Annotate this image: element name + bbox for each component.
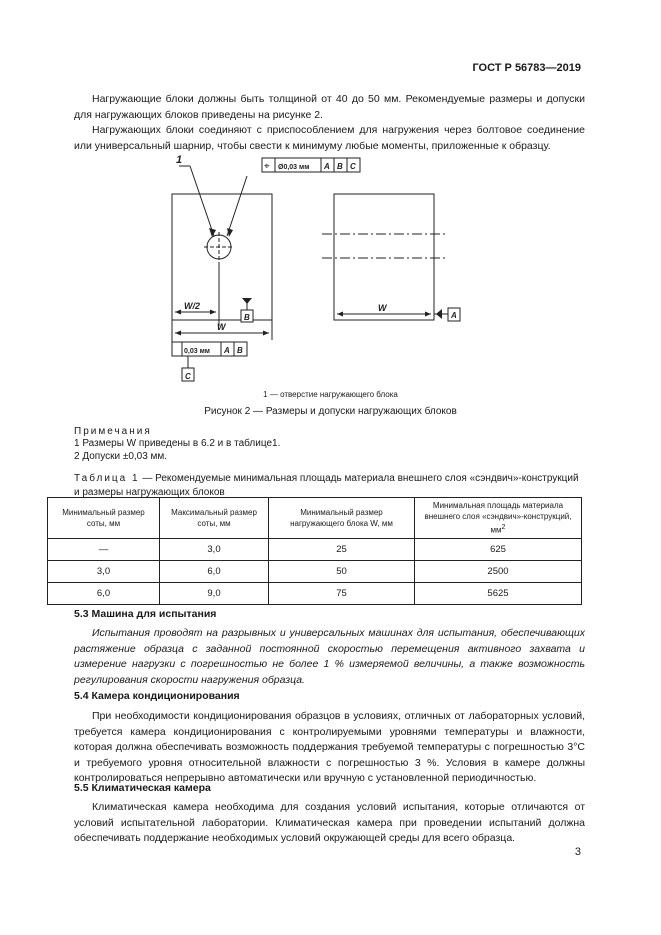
table-header-row xyxy=(48,498,582,539)
table-cell: — xyxy=(48,538,160,560)
figure-2-drawing xyxy=(0,0,661,400)
svg-text:B: B xyxy=(237,346,243,355)
section-5-4-text: При необходимости кондиционирования образцов в условиях, отличных от лабораторных условий, требуется камера кондиционирования с контролируемыми уровнями температуры и влажности, которая должна обеспечивать возможность поддержания требуемой температуры с погрешностью 3°С и требуемого уровня относительной влажности с погрешностью 3 %. Условия в камере должны контролироваться непрерывно автоматически или вручную с установленной периодичностью. xyxy=(74,710,585,784)
svg-text:W: W xyxy=(378,303,387,313)
svg-text:A: A xyxy=(451,311,457,320)
svg-text:W: W xyxy=(217,322,226,332)
figure-legend: 1 — отверстие нагружающего блока xyxy=(263,390,398,399)
svg-text:0,03 мм: 0,03 мм xyxy=(184,348,210,355)
notes-heading: Примечания xyxy=(74,426,152,437)
table-cell: 50 xyxy=(269,560,415,582)
svg-text:A: A xyxy=(224,346,230,355)
table-cell: 3,0 xyxy=(48,560,160,582)
section-5-3-text: Испытания проводят на разрывных и универсальных машинах для испытания, обеспечивающих растяжение образца с заданной постоянной скоростью перемещения активного захвата и измерение нагрузки с погрешностью не более 1 % измеряемой величины, а также возможность регулирования скорости нагружения образца. xyxy=(74,627,585,686)
table-cell: 6,0 xyxy=(160,560,269,582)
section-5-3-title: 5.3 Машина для испытания xyxy=(74,608,217,620)
table-header-cell: Максимальный размер соты, мм xyxy=(160,498,269,539)
svg-text:B: B xyxy=(244,313,250,322)
section-5-4-title: 5.4 Камера кондиционирования xyxy=(74,690,240,702)
page-number: 3 xyxy=(574,846,581,858)
table-cell: 25 xyxy=(269,538,415,560)
section-5-5-text: Климатическая камера необходима для создания условий испытания, которые отличаются от условий испытательной лаборатории. Климатическая камера при проведении испытаний должна обеспечивать поддержание необходимых условий окружающей среды для всего образца. xyxy=(74,801,585,844)
table-row xyxy=(48,560,582,582)
table-cell: 2500 xyxy=(415,560,582,582)
section-5-5-title: 5.5 Климатическая камера xyxy=(74,782,211,794)
figure-caption: Рисунок 2 — Размеры и допуски нагружающих блоков xyxy=(204,406,457,417)
standard-code: ГОСТ Р 56783—2019 xyxy=(472,62,581,74)
callout-number: 1 xyxy=(176,154,183,166)
table-row xyxy=(48,538,582,560)
table-header-cell: Минимальный размер нагружающего блока W, мм xyxy=(269,498,415,539)
right-block-outline xyxy=(334,194,434,320)
intro-paragraph-1: Нагружающие блоки должны быть толщиной от 40 до 50 мм. Рекомендуемые размеры и допуски для нагружающих блоков приведены на рисунке 2. xyxy=(74,93,585,121)
note-1: 1 Размеры W приведены в 6.2 и в таблице1. xyxy=(74,438,281,449)
svg-text:C: C xyxy=(350,162,356,171)
table-row xyxy=(48,582,582,604)
intro-paragraph-2: Нагружающих блоки соединяют с приспособлением для нагружения через болтовое соединение или универсальный шарнир, чтобы свести к минимуму любые моменты, приложенные к образцу. xyxy=(74,124,585,152)
table-header-cell: Минимальная площадь материала внешнего слоя «сэндвич»-конструкций, $мм^2$ xyxy=(415,498,582,539)
table-cell: 3,0 xyxy=(160,538,269,560)
table-cell: 5625 xyxy=(415,582,582,604)
table-cell: 625 xyxy=(415,538,582,560)
table-cell: 75 xyxy=(269,582,415,604)
table-header-cell: Минимальный размер соты, мм xyxy=(48,498,160,539)
table-cell: 6,0 xyxy=(48,582,160,604)
table-caption: Таблица 1 — Рекомендуемые минимальная площадь материала внешнего слоя «сэндвич»-конструкций и размеры нагружающих блоков xyxy=(74,473,579,498)
svg-text:B: B xyxy=(337,162,343,171)
note-2: 2 Допуски ±0,03 мм. xyxy=(74,451,168,462)
svg-text:W/2: W/2 xyxy=(184,301,201,311)
svg-text:Ø0,03 мм: Ø0,03 мм xyxy=(278,164,310,171)
table-cell: 9,0 xyxy=(160,582,269,604)
svg-text:A: A xyxy=(324,162,330,171)
svg-text:C: C xyxy=(185,372,191,381)
position-tolerance-icon: ⌖ xyxy=(264,161,270,172)
table-1 xyxy=(47,497,582,605)
